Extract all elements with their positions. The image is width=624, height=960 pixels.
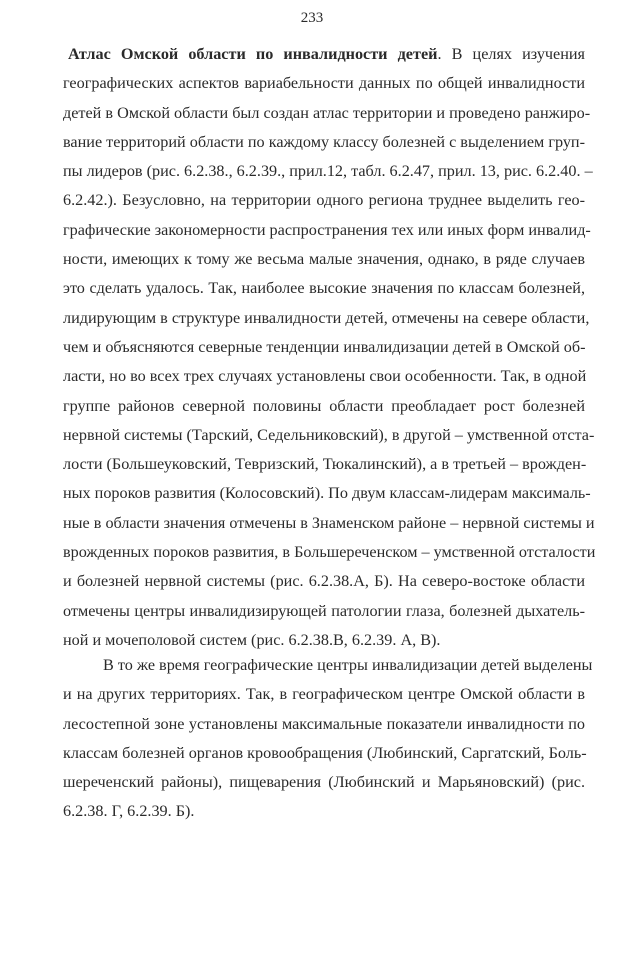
text-line: графические закономерности распространения тех или иных форм инвалид- [63,220,591,239]
text-line: вание территорий области по каждому классу болезней с выделением груп- [63,132,585,151]
text-line: это сделать удалось. Так, наиболее высокие значения по классам болезней, [63,279,585,298]
text-line: ласти, но во всех трех случаях установлены свои особенности. Так, в одной [63,367,587,386]
text-line: и болезней нервной системы (рис. 6.2.38.А, Б). На северо-востоке области [63,572,585,591]
text-line: ных пороков развития (Колосовский). По двум классам-лидерам максималь- [63,484,591,503]
text-line: классам болезней органов кровообращения (Любинский, Саргатский, Боль- [63,743,587,762]
text-line: лости (Большеуковский, Тевризский, Тюкалинский), а в третьей – врожден- [63,455,587,474]
text-line: 6.2.42.). Безусловно, на территории одного региона труднее выделить гео- [63,191,585,210]
text-line: 6.2.38. Г, 6.2.39. Б). [63,802,195,821]
text-line: и на других территориях. Так, в географическом центре Омской области в [63,685,585,704]
text-line: отмечены центры инвалидизирующей патологии глаза, болезней дыхатель- [63,601,585,620]
text-line: нервной системы (Тарский, Седельниковский), в другой – умственной отста- [63,425,595,444]
text-line: лесостепной зоне установлены максимальные показатели инвалидности по [63,714,585,733]
text-line: пы лидеров (рис. 6.2.38., 6.2.39., прил.12, табл. 6.2.47, прил. 13, рис. 6.2.40. – [63,162,593,181]
text-line: ные в области значения отмечены в Знаменском районе – нервной системы и [63,513,595,532]
text-line-fragment: . В целях изучения [437,45,586,63]
text-line: врожденных пороков развития, в Большереченском – умственной отсталости [63,543,596,562]
text-line: группе районов северной половины области преобладает рост болезней [63,396,585,415]
page-number: 233 [300,10,324,26]
paragraph-atlas [63,40,596,655]
text-line: чем и объясняются северные тенденции инвалидизации детей в Омской об- [63,337,586,356]
text-line: географических аспектов вариабельности данных по общей инвалидности [63,74,585,93]
text-line: ной и мочеполовой систем (рис. 6.2.38.В, 6.2.39. А, В). [63,630,441,649]
paragraph-geographic-centers [63,651,593,827]
text-line: детей в Омской области был создан атлас территории и проведено ранжиро- [63,103,591,122]
text-line: В то же время географические центры инвалидизации детей выделены [103,656,593,674]
atlas-heading-bold: Атлас Омской области по инвалидности детей [68,45,438,63]
text-line: ности, имеющих к тому же весьма малые значения, однако, в ряде случаев [63,250,585,269]
text-line: лидирующим в структуре инвалидности детей, отмечены на севере области, [63,308,590,327]
text-line: шереченский районы), пищеварения (Любинский и Марьяновский) (рис. [63,773,585,792]
text-line [63,40,585,69]
